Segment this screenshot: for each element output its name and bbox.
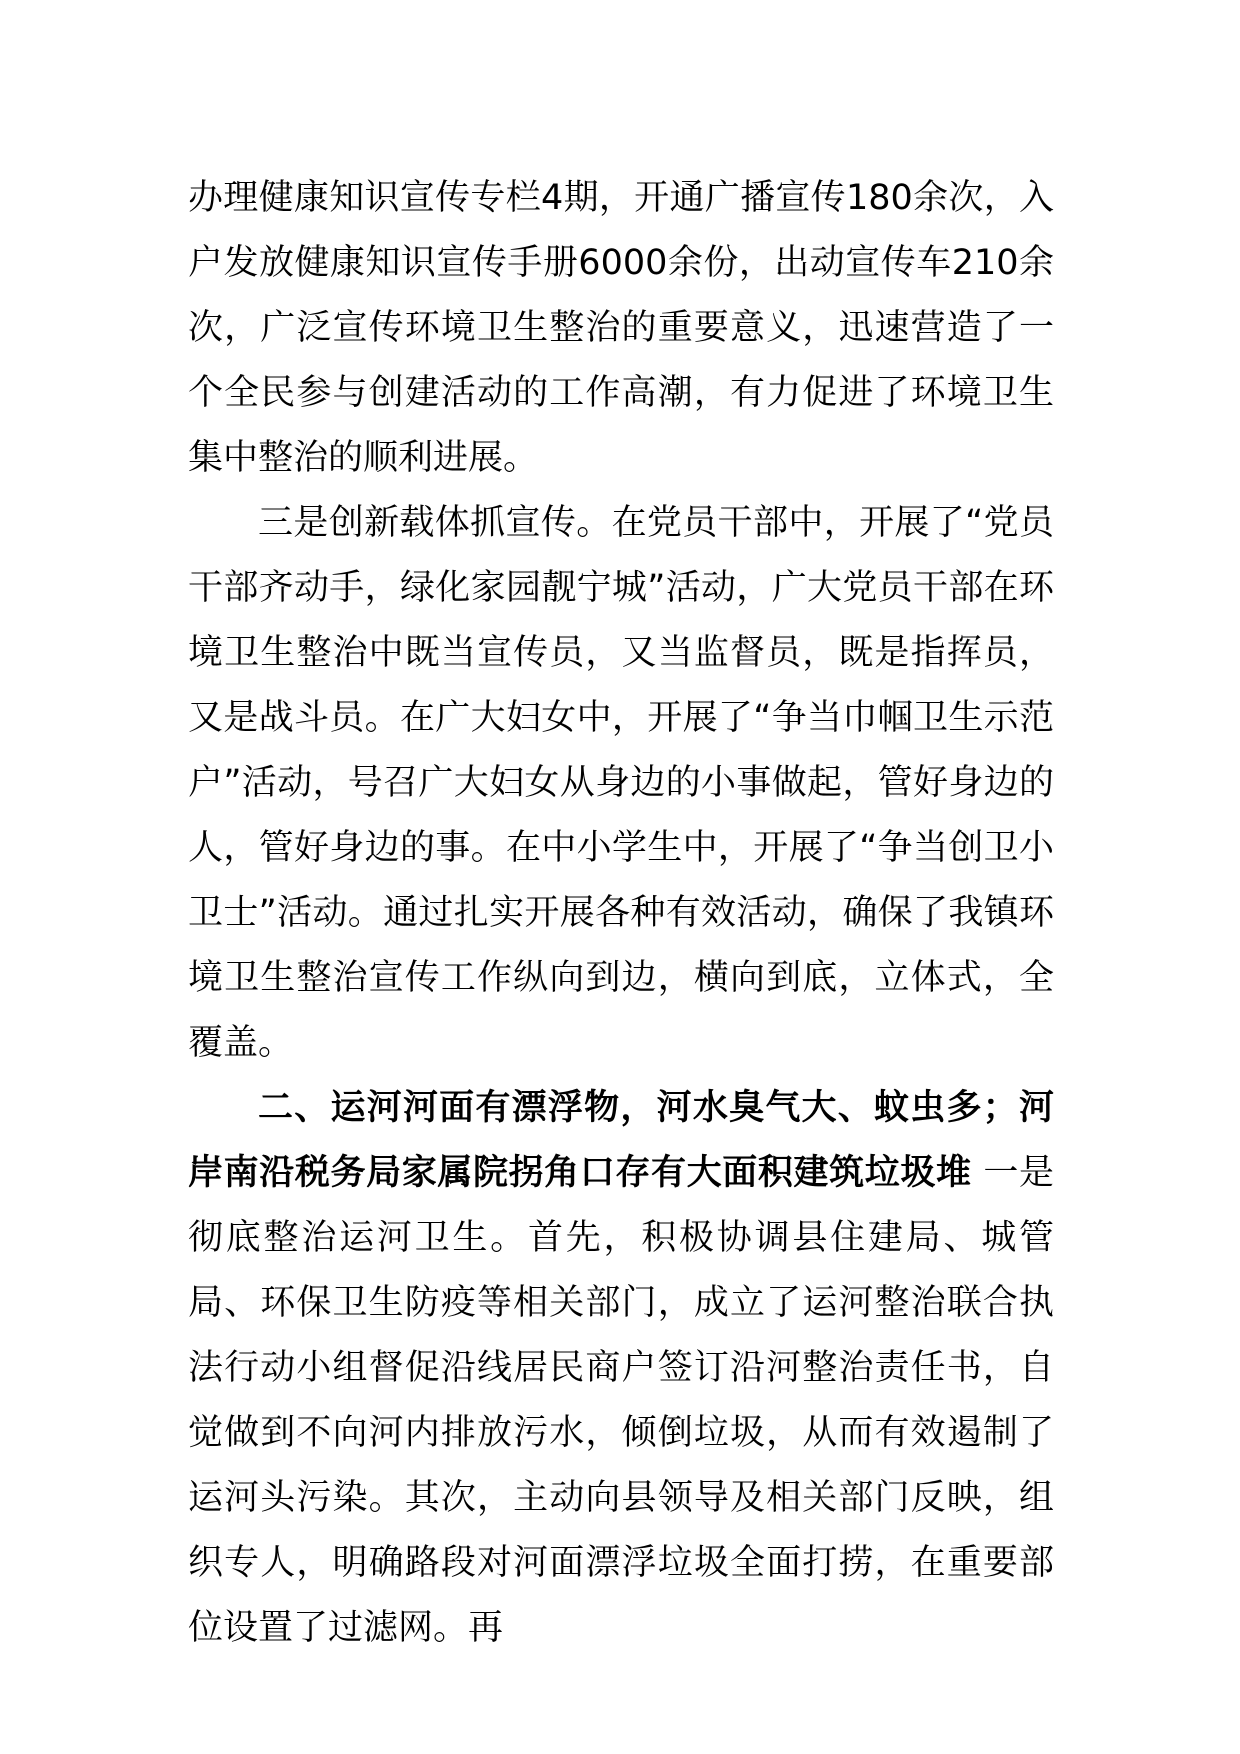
paragraph-innovative-carriers: 三是创新载体抓宣传。在党员干部中，开展了“党员干部齐动手，绿化家园靓宁城”活动，广大党员干部在环境卫生整治中既当宣传员，又当监督员，既是指挥员，又是战斗员。在广大妇女中，开展了“争当巾帼卫生示范户”活动，号召广大妇女从身边的小事做起，管好身边的人，管好身边的事。在中小学生中，开展了“争当创卫小卫士”活动。通过扎实开展各种有效活动，确保了我镇环境卫生整治宣传工作纵向到边，横向到底，立体式，全覆盖。 [188,503,1054,1063]
document-body [188,166,1054,1661]
paragraph-canal-rectification [188,1076,1054,1661]
section-heading: 二、运河河面有漂浮物，河水臭气大、蚊虫多；河岸南沿税务局家属院拐角口存有大面积建筑垃圾堆 [188,1088,1054,1193]
paragraph-publicity-stats: 办理健康知识宣传专栏4期，开通广播宣传180余次，入户发放健康知识宣传手册6000余份，出动宣传车210余次，广泛宣传环境卫生整治的重要意义，迅速营造了一个全民参与创建活动的工作高潮，有力促进了环境卫生集中整治的顺利进展。 [188,178,1054,478]
section-body: 一是彻底整治运河卫生。首先，积极协调县住建局、城管局、环保卫生防疫等相关部门，成立了运河整治联合执法行动小组督促沿线居民商户签订沿河整治责任书，自觉做到不向河内排放污水，倾倒垃圾，从而有效遏制了运河头污染。其次，主动向县领导及相关部门反映，组织专人，明确路段对河面漂浮垃圾全面打捞，在重要部位设置了过滤网。再 [188,1153,1054,1648]
